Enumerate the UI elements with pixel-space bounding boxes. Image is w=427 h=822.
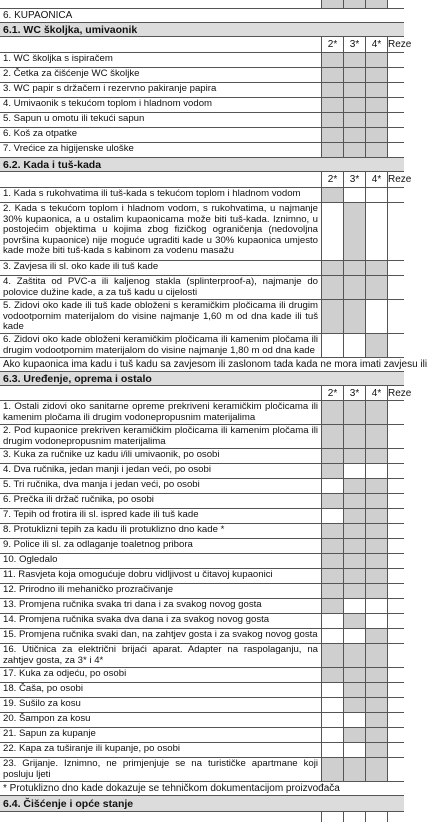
- cell-3-star: [344, 728, 366, 742]
- cell-3-star: [344, 698, 366, 712]
- cell-4-star: [366, 300, 388, 333]
- cell-result: [388, 128, 404, 142]
- cell-3-star: [344, 629, 366, 643]
- cell-3-star: [344, 569, 366, 583]
- item-description: 20. Šampon za kosu: [0, 713, 322, 727]
- cell-4-star: [366, 758, 388, 781]
- cell-result: [388, 334, 404, 357]
- cell-4-star: [366, 713, 388, 727]
- cell-4-star: [366, 668, 388, 682]
- s63-header-row: [0, 386, 412, 401]
- cell-result: [388, 683, 404, 697]
- cell-4-star: [366, 276, 388, 299]
- table-row: [0, 743, 404, 758]
- cell-2-star: [322, 644, 344, 667]
- header-rez: Reze: [388, 39, 412, 50]
- cell-result: [388, 743, 404, 757]
- cell-3-star: [344, 334, 366, 357]
- table-row: [0, 644, 404, 668]
- cell-result: [388, 569, 404, 583]
- cell-4-star: [366, 401, 388, 424]
- header-c2: 2*: [322, 172, 344, 187]
- cell-2-star: [322, 425, 344, 448]
- table-row: [0, 668, 404, 683]
- header-cell: [322, 812, 344, 822]
- table-row: [0, 554, 404, 569]
- cell-3-star: [344, 83, 366, 97]
- cell-2-star: [322, 203, 344, 260]
- cell-2-star: [322, 668, 344, 682]
- table-row: [0, 83, 404, 98]
- s61-title: 6.1. WC školjka, umivaonik: [3, 23, 138, 36]
- cell-4-star: [366, 203, 388, 260]
- cell-4-star: [366, 83, 388, 97]
- cell-result: [388, 599, 404, 613]
- header-c4: 4*: [366, 37, 388, 52]
- cell-4-star: [366, 425, 388, 448]
- table-row: [0, 494, 404, 509]
- cell-4-star: [366, 53, 388, 67]
- cell-4-star: [366, 143, 388, 157]
- cell-2-star: [322, 98, 344, 112]
- cell-3-star: [344, 539, 366, 553]
- cell-4-star: [366, 644, 388, 667]
- item-description: 5. Tri ručnika, dva manja i jedan veći, po osobi: [0, 479, 322, 493]
- table-row: [0, 629, 404, 644]
- table-row: [0, 300, 404, 334]
- cell-3-star: [344, 494, 366, 508]
- cell-3-star: [344, 743, 366, 757]
- header-c4: 4*: [366, 172, 388, 187]
- item-description: 6. Zidovi oko kade obloženi keramičkim pločicama ili kamenim pločama ili drugim vodootpornim materijalom do visine najmanje 1,80 m od dna kade: [0, 334, 322, 357]
- cell-2-star: [322, 113, 344, 127]
- cell-2-star: [322, 728, 344, 742]
- header-c3: 3*: [344, 37, 366, 52]
- s62-header-row: [0, 172, 412, 188]
- item-description: 13. Promjena ručnika svaka tri dana i za svakog novog gosta: [0, 599, 322, 613]
- header-rez: Reze: [388, 174, 412, 185]
- cell-result: [388, 53, 404, 67]
- cell-result: [388, 479, 404, 493]
- table-row: [0, 479, 404, 494]
- table-row: [0, 203, 404, 261]
- cell-2-star: [322, 188, 344, 202]
- cell-result: [388, 494, 404, 508]
- cell-3-star: [344, 614, 366, 628]
- table-row: [0, 698, 404, 713]
- table-row: [0, 728, 404, 743]
- cell-result: [388, 300, 404, 333]
- cell-result: [388, 629, 404, 643]
- table-row: [0, 68, 404, 83]
- s63-note-row: [0, 782, 404, 796]
- item-description: 10. Ogledalo: [0, 554, 322, 568]
- item-description: 19. Sušilo za kosu: [0, 698, 322, 712]
- item-description: 1. Kada s rukohvatima ili tuš-kada s tekućom toplom i hladnom vodom: [0, 188, 322, 202]
- item-description: 8. Protuklizni tepih za kadu ili protuklizno dno kade *: [0, 524, 322, 538]
- cell-4-star: [366, 68, 388, 82]
- table-row: [0, 128, 404, 143]
- cell-2-star: [322, 0, 344, 8]
- header-c2: 2*: [322, 386, 344, 400]
- cell-4-star: [366, 494, 388, 508]
- cell-4-star: [366, 509, 388, 523]
- cell-2-star: [322, 494, 344, 508]
- cell-2-star: [322, 569, 344, 583]
- cell-2-star: [322, 300, 344, 333]
- cell-4-star: [366, 113, 388, 127]
- cell-3-star: [344, 668, 366, 682]
- cell-3-star: [344, 68, 366, 82]
- cell-3-star: [344, 584, 366, 598]
- cell-4-star: [366, 584, 388, 598]
- bathroom-title-row: [0, 9, 404, 23]
- table-row: [0, 401, 404, 425]
- cell-4-star: [366, 683, 388, 697]
- cell-2-star: [322, 128, 344, 142]
- cell-result: [388, 464, 404, 478]
- cell-result: [388, 713, 404, 727]
- cell-4-star: [366, 728, 388, 742]
- item-description: 9. Police ili sl. za odlaganje toaletnog pribora: [0, 539, 322, 553]
- cell-result: [388, 449, 404, 463]
- cell-4-star: [366, 98, 388, 112]
- cell-result: [388, 539, 404, 553]
- cell-2-star: [322, 758, 344, 781]
- cell-result: [388, 98, 404, 112]
- cell-result: [388, 584, 404, 598]
- previous-table-row: [0, 0, 404, 9]
- cell-3-star: [344, 203, 366, 260]
- table-row: [0, 425, 404, 449]
- cell-3-star: [344, 113, 366, 127]
- item-description: 7. Tepih od frotira ili sl. ispred kade ili tuš kade: [0, 509, 322, 523]
- cell-4-star: [366, 334, 388, 357]
- cell-result: [388, 614, 404, 628]
- cell-result: [388, 554, 404, 568]
- cell-4-star: [366, 554, 388, 568]
- cell-4-star: [366, 261, 388, 275]
- cell-3-star: [344, 449, 366, 463]
- cell-2-star: [322, 629, 344, 643]
- header-cell: [344, 812, 366, 822]
- cell-4-star: [366, 629, 388, 643]
- cell-2-star: [322, 143, 344, 157]
- s64-title-row: [0, 796, 404, 812]
- item-description: 3. WC papir s držačem i rezervno pakiranje papira: [0, 83, 322, 97]
- cell-2-star: [322, 524, 344, 538]
- cell-2-star: [322, 401, 344, 424]
- cell-4-star: [366, 698, 388, 712]
- table-row: [0, 539, 404, 554]
- s63-title-row: [0, 372, 404, 386]
- cell-4-star: [366, 464, 388, 478]
- table-row: [0, 464, 404, 479]
- table-row: [0, 113, 404, 128]
- cell-result: [388, 728, 404, 742]
- table-row: [0, 188, 404, 203]
- table-row: [0, 569, 404, 584]
- item-description: 3. Kuka za ručnike uz kadu i/ili umivaonik, po osobi: [0, 449, 322, 463]
- s64-header-row: [0, 812, 404, 822]
- item-description: 11. Rasvjeta koja omogućuje dobru vidljivost u čitavoj kupaonici: [0, 569, 322, 583]
- item-description: 3. Zavjesa ili sl. oko kade ili tuš kade: [0, 261, 322, 275]
- cell-2-star: [322, 698, 344, 712]
- cell-result: [388, 401, 404, 424]
- table-row: [0, 509, 404, 524]
- cell-2-star: [322, 599, 344, 613]
- table-row: [0, 758, 404, 782]
- cell-result: [388, 0, 404, 8]
- cell-4-star: [366, 743, 388, 757]
- s62-title: 6.2. Kada i tuš-kada: [3, 158, 102, 171]
- s63-title: 6.3. Uređenje, oprema i ostalo: [3, 372, 152, 385]
- cell-3-star: [344, 401, 366, 424]
- cell-2-star: [322, 554, 344, 568]
- cell-2-star: [322, 539, 344, 553]
- header-cell: [366, 812, 388, 822]
- cell-3-star: [344, 644, 366, 667]
- header-description-cell: [0, 37, 322, 52]
- cell-2-star: [322, 614, 344, 628]
- cell-3-star: [344, 53, 366, 67]
- cell-4-star: [366, 569, 388, 583]
- cell-3-star: [344, 276, 366, 299]
- item-description: 4. Dva ručnika, jedan manji i jedan veći, po osobi: [0, 464, 322, 478]
- cell-3-star: [344, 683, 366, 697]
- cell-2-star: [322, 584, 344, 598]
- cell-3-star: [344, 98, 366, 112]
- item-description: 15. Promjena ručnika svaki dan, na zahtjev gosta i za svakog novog gosta: [0, 629, 322, 643]
- cell-4-star: [366, 0, 388, 8]
- cell-2-star: [322, 479, 344, 493]
- table-row: [0, 584, 404, 599]
- s62-title-row: [0, 158, 404, 172]
- cell-result: [388, 143, 404, 157]
- cell-3-star: [344, 509, 366, 523]
- cell-4-star: [366, 188, 388, 202]
- cell-result: [388, 113, 404, 127]
- header-c3: 3*: [344, 386, 366, 400]
- cell-2-star: [322, 464, 344, 478]
- s61-header-row: [0, 37, 412, 53]
- table-row: [0, 524, 404, 539]
- header-description-cell: [0, 172, 322, 187]
- cell-result: [388, 68, 404, 82]
- cell-4-star: [366, 479, 388, 493]
- header-description-cell: [0, 386, 322, 400]
- cell-result: [388, 425, 404, 448]
- header-c2: 2*: [322, 37, 344, 52]
- cell-result: [388, 668, 404, 682]
- table-row: [0, 98, 404, 113]
- cell-4-star: [366, 449, 388, 463]
- item-description: 23. Grijanje. Iznimno, ne primjenjuje se na turističke apartmane koji posluju ljeti: [0, 758, 322, 781]
- cell-result: [388, 758, 404, 781]
- cell-3-star: [344, 425, 366, 448]
- table-row: [0, 683, 404, 698]
- cell-result: [388, 188, 404, 202]
- item-description: 1. Ostali zidovi oko sanitarne opreme prekriveni keramičkim pločicama ili kamenim pločama ili drugim vodonepropusnim materijalima: [0, 401, 322, 424]
- item-description: 1. WC školjka s ispiračem: [0, 53, 322, 67]
- table-row: [0, 276, 404, 300]
- cell-2-star: [322, 53, 344, 67]
- table-row: [0, 261, 404, 276]
- cell-3-star: [344, 188, 366, 202]
- cell-result: [388, 509, 404, 523]
- item-description: 17. Kuka za odjeću, po osobi: [0, 668, 322, 682]
- cell-4-star: [366, 599, 388, 613]
- item-description: 5. Sapun u omotu ili tekući sapun: [0, 113, 322, 127]
- item-description: 12. Prirodno ili mehaničko prozračivanje: [0, 584, 322, 598]
- s64-title: 6.4. Čišćenje i opće stanje: [3, 797, 134, 810]
- cell-2-star: [322, 713, 344, 727]
- header-c3: 3*: [344, 172, 366, 187]
- table-row: [0, 53, 404, 68]
- cell-3-star: [344, 300, 366, 333]
- cell-4-star: [366, 524, 388, 538]
- cell-2-star: [322, 261, 344, 275]
- item-description: 4. Zaštita od PVC-a ili kaljenog stakla (splinterproof-a), najmanje do polovice dužine kade, a za tuš kadu u cijelosti: [0, 276, 322, 299]
- cell-3-star: [344, 128, 366, 142]
- cell-3-star: [344, 143, 366, 157]
- cell-2-star: [322, 276, 344, 299]
- header-description-cell: [0, 812, 322, 822]
- s63-note: * Protuklizno dno kade dokazuje se tehničkom dokumentacijom proizvođača: [3, 783, 340, 794]
- item-description: 7. Vrećice za higijenske uloške: [0, 143, 322, 157]
- table-row: [0, 143, 404, 158]
- cell-3-star: [344, 758, 366, 781]
- table-row: [0, 334, 404, 358]
- item-description: 18. Čaša, po osobi: [0, 683, 322, 697]
- table-row: [0, 449, 404, 464]
- table-row: [0, 614, 404, 629]
- cell-3-star: [344, 464, 366, 478]
- item-description: 2. Četka za čišćenje WC školjke: [0, 68, 322, 82]
- item-description: 5. Zidovi oko kade ili tuš kade obloženi s keramičkim pločicama ili drugim vodootpornim materijalom do visine najmanje 1,60 m od dna kade ili tuš kade: [0, 300, 322, 333]
- cell-result: [388, 698, 404, 712]
- cell-4-star: [366, 128, 388, 142]
- table-row: [0, 713, 404, 728]
- cell-result: [388, 524, 404, 538]
- item-description: 6. Prečka ili držač ručnika, po osobi: [0, 494, 322, 508]
- item-description: 14. Promjena ručnika svaka dva dana i za svakog novog gosta: [0, 614, 322, 628]
- item-description: 2. Pod kupaonice prekriven keramičkim pločicama ili kamenim pločama ili drugim vodonepropusnim materijalima: [0, 425, 322, 448]
- cell-2-star: [322, 683, 344, 697]
- table-row: [0, 599, 404, 614]
- item-description: 22. Kapa za tuširanje ili kupanje, po osobi: [0, 743, 322, 757]
- cell-4-star: [366, 614, 388, 628]
- header-c4: 4*: [366, 386, 388, 400]
- item-description: 6. Koš za otpatke: [0, 128, 322, 142]
- cell-2-star: [322, 449, 344, 463]
- item-description: 2. Kada s tekućom toplom i hladnom vodom, s rukohvatima, u najmanje 30% kupaonica, a u ostalim kupaonicama može biti tuš-kada. Iznimno, u postojećim objektima u kojima zbog fizičkog ograničenja (nedovoljna površina kupaonice) nije moguće ugraditi kade u 30% kupaonica umjesto kade može biti tuš-kada s kabinom za vodenu masažu: [0, 203, 322, 260]
- cell-3-star: [344, 0, 366, 8]
- cell-result: [388, 644, 404, 667]
- cell-result: [388, 203, 404, 260]
- s62-note: Ako kupaonica ima kadu i tuš kadu sa zavjesom ili zaslonom tada kada ne mora imati zavjesu ili: [3, 359, 427, 370]
- cell-4-star: [366, 539, 388, 553]
- s61-title-row: [0, 23, 404, 37]
- cell-result: [388, 276, 404, 299]
- header-rez: Reze: [388, 388, 412, 399]
- cell-3-star: [344, 261, 366, 275]
- item-description: 16. Utičnica za električni brijaći aparat. Adapter na raspolaganju, na zahtjev gosta, za 3* i 4*: [0, 644, 322, 667]
- cell-result: [388, 83, 404, 97]
- cell-3-star: [344, 713, 366, 727]
- cell-3-star: [344, 599, 366, 613]
- bathroom-title: 6. KUPAONICA: [3, 10, 73, 21]
- cell-2-star: [322, 743, 344, 757]
- cell-3-star: [344, 524, 366, 538]
- cell-result: [388, 261, 404, 275]
- item-description: 4. Umivaonik s tekućom toplom i hladnom vodom: [0, 98, 322, 112]
- item-description: 21. Sapun za kupanje: [0, 728, 322, 742]
- cell-2-star: [322, 83, 344, 97]
- cell-2-star: [322, 509, 344, 523]
- cell-3-star: [344, 554, 366, 568]
- cell-2-star: [322, 68, 344, 82]
- description-cell: [0, 0, 322, 8]
- cell-3-star: [344, 479, 366, 493]
- cell-2-star: [322, 334, 344, 357]
- s62-note-row: [0, 358, 427, 372]
